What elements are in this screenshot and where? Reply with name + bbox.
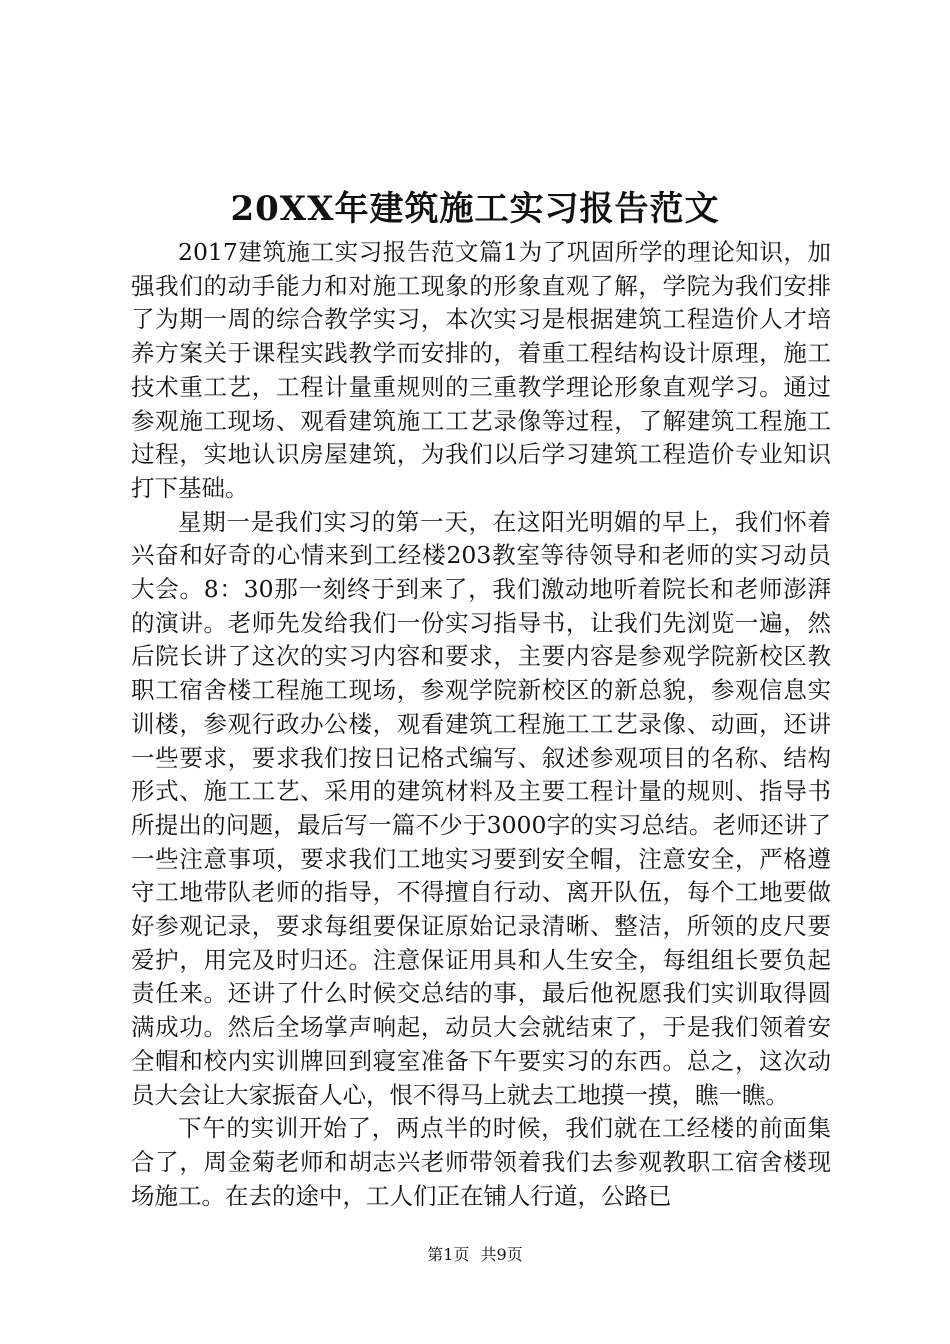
document-title: 20XX年建筑施工实习报告范文 bbox=[230, 189, 720, 229]
page-number: 第1页 bbox=[427, 1245, 470, 1264]
document-body bbox=[131, 236, 831, 1213]
page-total: 共9页 bbox=[480, 1245, 523, 1264]
page-footer bbox=[0, 1244, 950, 1266]
paragraph-3: 下午的实训开始了，两点半的时候，我们就在工经楼的前面集合了，周金菊老师和胡志兴老师带领着我们去参观教职工宿舍楼现场施工。在去的途中，工人们正在铺人行道，公路已 bbox=[131, 1114, 831, 1210]
paragraph-1: 2017建筑施工实习报告范文篇1为了巩固所学的理论知识，加强我们的动手能力和对施工现象的形象直观了解，学院为我们安排了为期一周的综合教学实习，本次实习是根据建筑工程造价人才培养方案关于课程实践教学而安排的，着重工程结构设计原理，施工技术重工艺，工程计量重规则的三重教学理论形象直观学习。通过参观施工现场、观看建筑施工工艺录像等过程，了解建筑工程施工过程，实地认识房屋建筑，为我们以后学习建筑工程造价专业知识打下基础。 bbox=[131, 238, 831, 502]
paragraph-2: 星期一是我们实习的第一天，在这阳光明媚的早上，我们怀着兴奋和好奇的心情来到工经楼203教室等待领导和老师的实习动员大会。8：30那一刻终于到来了，我们激动地听着院长和老师澎湃的演讲。老师先发给我们一份实习指导书，让我们先浏览一遍，然后院长讲了这次的实习内容和要求，主要内容是参观学院新校区教职工宿舍楼工程施工现场，参观学院新校区的新总貌，参观信息实训楼，参观行政办公楼，观看建筑工程施工工艺录像、动画，还讲一些要求，要求我们按日记格式编写、叙述参观项目的名称、结构形式、施工工艺、采用的建筑材料及主要工程计量的规则、指导书所提出的问题，最后写一篇不少于3000字的实习总结。老师还讲了一些注意事项，要求我们工地实习要到安全帽，注意安全，严格遵守工地带队老师的指导，不得擅自行动、离开队伍，每个工地要做好参观记录，要求每组要保证原始记录清晰、整洁，所领的皮尺要爱护，用完及时归还。注意保证用具和人生安全，每组组长要负起责任来。还讲了什么时候交总结的事，最后他祝愿我们实训取得圆满成功。然后全场掌声响起，动员大会就结束了，于是我们领着安全帽和校内实训牌回到寝室准备下午要实习的东西。总之，这次动员大会让大家振奋人心，恨不得马上就去工地摸一摸，瞧一瞧。 bbox=[131, 507, 831, 1109]
